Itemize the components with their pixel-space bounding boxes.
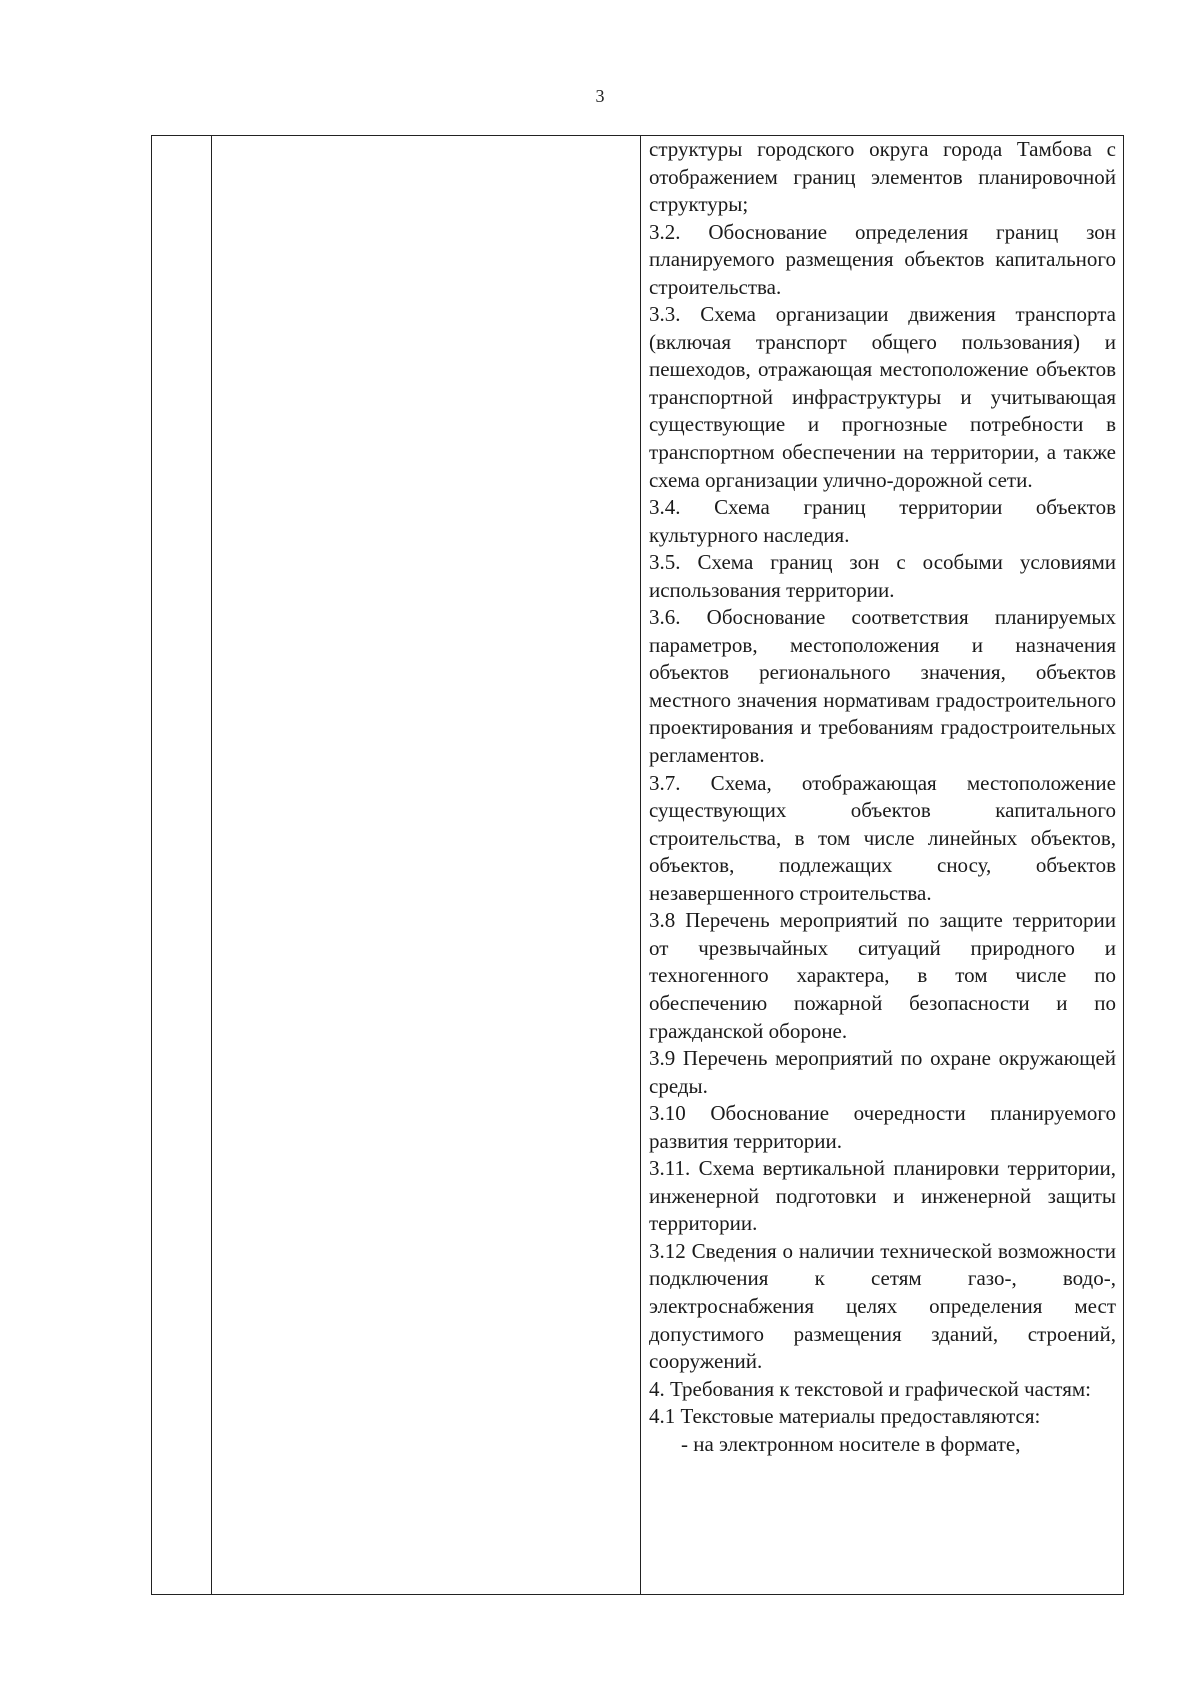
paragraph-structure-continuation: структуры городского округа города Тамбова с отображением границ элементов планировочной структуры; — [649, 137, 1116, 217]
document-table — [151, 135, 1124, 1595]
paragraph-list-item-electronic: - на электронном носителе в формате, — [681, 1431, 1021, 1456]
paragraph-3-7: 3.7. Схема, отображающая местоположение существующих объектов капитального строительства, в том числе линейных объектов, объектов, подлежащих сносу, объектов незавершенного строительства. — [649, 770, 1116, 905]
paragraph-3-10: 3.10 Обоснование очередности планируемого развития территории. — [649, 1101, 1116, 1153]
table-column-divider-2 — [640, 136, 641, 1594]
paragraph-3-11: 3.11. Схема вертикальной планировки территории, инженерной подготовки и инженерной защиты территории. — [649, 1156, 1116, 1236]
paragraph-3-6: 3.6. Обоснование соответствия планируемых параметров, местоположения и назначения объектов регионального значения, объектов местного значения нормативам градостроительного проектирования и требованиям градостроительных регламентов. — [649, 605, 1116, 768]
paragraph-3-9: 3.9 Перечень мероприятий по охране окружающей среды. — [649, 1046, 1116, 1098]
paragraph-3-3: 3.3. Схема организации движения транспорта (включая транспорт общего пользования) и пешеходов, отражающая местоположение объектов транспортной инфраструктуры и учитывающая существующие и прогнозные потребности в транспортном обеспечении на территории, а также схема организации улично-дорожной сети. — [649, 302, 1116, 492]
paragraph-4-1: 4.1 Текстовые материалы предоставляются: — [649, 1404, 1041, 1429]
paragraph-3-12: 3.12 Сведения о наличии технической возможности подключения к сетям газо-, водо-, электроснабжения целях определения мест допустимого размещения зданий, строений, сооружений. — [649, 1238, 1116, 1374]
paragraph-3-2: 3.2. Обоснование определения границ зон планируемого размещения объектов капитального строительства. — [649, 219, 1116, 299]
page-number: 3 — [595, 86, 605, 106]
table-content-cell — [649, 136, 1116, 1458]
paragraph-3-4: 3.4. Схема границ территории объектов культурного наследия. — [649, 495, 1116, 547]
paragraph-3-5: 3.5. Схема границ зон с особыми условиями использования территории. — [649, 550, 1116, 602]
paragraph-4: 4. Требования к текстовой и графической частям: — [649, 1376, 1091, 1401]
paragraph-3-8: 3.8 Перечень мероприятий по защите территории от чрезвычайных ситуаций природного и техногенного характера, в том числе по обеспечению пожарной безопасности и по гражданской обороне. — [649, 908, 1116, 1043]
table-column-divider-1 — [211, 136, 212, 1594]
